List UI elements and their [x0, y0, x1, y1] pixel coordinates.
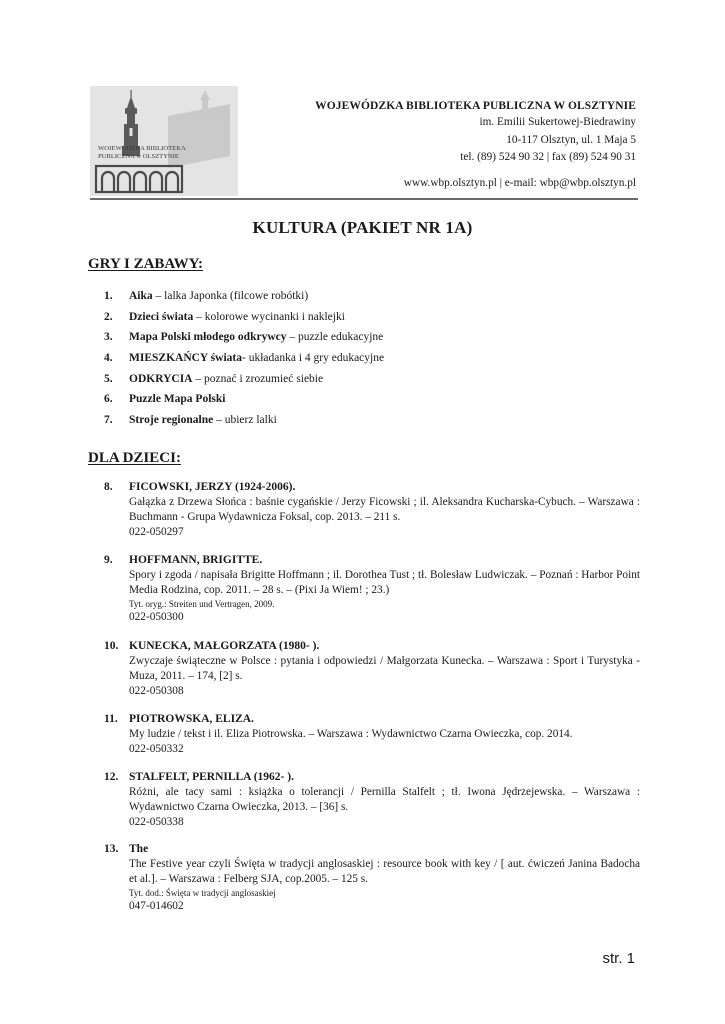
section-heading-games: GRY I ZABAWY:: [88, 256, 204, 272]
bibliography-list: [104, 480, 640, 914]
library-logo: [90, 86, 238, 196]
institution-address: 10-117 Olsztyn, ul. 1 Maja 5: [506, 133, 636, 146]
item-number: 4.: [104, 352, 113, 365]
item-number: 1.: [104, 290, 113, 302]
item-title: Mapa Polski młodego odkrywcy: [129, 331, 287, 344]
entry-author: KUNECKA, MAŁGORZATA (1980- ).: [129, 640, 320, 652]
item-title: MIESZKAŃCY świata: [129, 352, 242, 365]
item-description: – ubierz lalki: [213, 414, 277, 427]
entry-call-number: 022-050332: [129, 743, 184, 755]
svg-text:PUBLICZNA w OLSZTYNIE: PUBLICZNA w OLSZTYNIE: [98, 153, 179, 160]
bibliography-entry: [104, 712, 640, 757]
entry-number: 13.: [104, 843, 119, 855]
entry-description: Gałązka z Drzewa Słońca : baśnie cygańskie / Jerzy Ficowski ; il. Aleksandra Kucharska-Cybuch. – Warszawa : Buchmann - Grupa Wydawnicza Foksal, cop. 2013. – 211 s.: [129, 496, 640, 523]
entry-author: PIOTROWSKA, ELIZA.: [129, 713, 254, 725]
item-number: 3.: [104, 331, 113, 344]
institution-info: [315, 98, 636, 190]
item-number: 5.: [104, 372, 113, 385]
entry-description: Zwyczaje świąteczne w Polsce : pytania i odpowiedzi / Małgorzata Kunecka. – Warszawa : Sport i Turystyka - Muza, 2011. – 174, [2] s.: [129, 655, 640, 682]
library-building-icon: [90, 86, 238, 196]
entry-number: 9.: [104, 554, 113, 566]
entry-call-number: 022-050300: [129, 611, 184, 623]
entry-call-number: 022-050308: [129, 685, 184, 697]
item-number: 2.: [104, 310, 113, 323]
item-description: – puzzle edukacyjne: [286, 331, 384, 344]
list-item: [104, 352, 384, 373]
section-heading-kids: DLA DZIECI:: [88, 450, 181, 466]
entry-author: STALFELT, PERNILLA (1962- ).: [129, 771, 294, 783]
item-number: 7.: [104, 414, 113, 427]
entry-call-number: 022-050338: [129, 816, 184, 828]
page-number: str. 1: [602, 950, 635, 967]
entry-description: Spory i zgoda / napisała Brigitte Hoffmann ; il. Dorothea Tust ; tł. Bolesław Ludwiczak. – Poznań : Harbor Point Media Rodzina, cop. 2011. – 28 s. – (Pixi Ja Wiem! ; 23.): [129, 569, 640, 596]
letterhead: [90, 84, 638, 198]
entry-note: Tyt. dod.: Święta w tradycji anglosaskiej: [129, 888, 276, 898]
list-item: [104, 331, 384, 352]
item-description: – kolorowe wycinanki i naklejki: [193, 310, 345, 323]
entry-author: The: [129, 843, 149, 855]
institution-name: WOJEWÓDZKA BIBLIOTEKA PUBLICZNA W OLSZTYNIE: [315, 100, 636, 112]
entry-description: The Festive year czyli Święta w tradycji anglosaskiej : resource book with key / [ aut. ćwiczeń Janina Badocha et al.]. – Warszawa : Felberg SJA, cop.2005. – 125 s.: [129, 858, 640, 885]
entry-author: HOFFMANN, BRIGITTE.: [129, 554, 263, 566]
bibliography-entry: [104, 480, 640, 540]
item-description: – lalka Japonka (filcowe robótki): [152, 290, 309, 302]
item-title: Aika: [129, 290, 153, 302]
list-item: [104, 311, 384, 332]
games-list: [104, 290, 384, 435]
svg-text:WOJEWÓDZKA BIBLIOTEKA: WOJEWÓDZKA BIBLIOTEKA: [98, 145, 186, 152]
item-title: Stroje regionalne: [129, 414, 214, 427]
entry-description: Różni, ale tacy sami : książka o tolerancji / Pernilla Stalfelt ; tł. Iwona Jędrzejewska. – Warszawa : Wydawnictwo Czarna Owieczka, 2013. – [36] s.: [129, 786, 640, 813]
bibliography-entry: [104, 770, 640, 830]
list-item: [104, 373, 384, 394]
header-divider: [90, 198, 638, 200]
entry-number: 12.: [104, 771, 119, 783]
entry-call-number: 047-014602: [129, 900, 184, 912]
entry-number: 10.: [104, 640, 119, 652]
document-title: KULTURA (PAKIET NR 1A): [252, 218, 473, 237]
item-title: ODKRYCIA: [129, 372, 193, 385]
item-number: 6.: [104, 393, 113, 406]
institution-patron: im. Emilii Sukertowej-Biedrawiny: [479, 116, 636, 128]
list-item: [104, 290, 384, 311]
entry-number: 11.: [104, 713, 118, 725]
entry-author: FICOWSKI, JERZY (1924-2006).: [129, 481, 296, 493]
entry-note: Tyt. oryg.: Streiten und Vertragen, 2009.: [129, 599, 275, 609]
bibliography-entry: [104, 639, 640, 699]
entry-description: My ludzie / tekst i il. Eliza Piotrowska. – Warszawa : Wydawnictwo Czarna Owieczka, cop. 2014.: [129, 728, 573, 740]
institution-phone: tel. (89) 524 90 32 | fax (89) 524 90 31: [460, 151, 636, 163]
item-title: Dzieci świata: [129, 310, 194, 323]
item-description: – poznać i zrozumieć siebie: [192, 372, 324, 385]
institution-web[interactable]: www.wbp.olsztyn.pl | e-mail: wbp@wbp.olsztyn.pl: [403, 176, 636, 189]
bibliography-entry: [104, 553, 640, 625]
list-item: [104, 414, 384, 435]
entry-number: 8.: [104, 481, 113, 493]
item-description: - układanka i 4 gry edukacyjne: [241, 352, 385, 365]
list-item: [104, 393, 384, 414]
item-title: Puzzle Mapa Polski: [129, 393, 226, 406]
bibliography-entry: [104, 842, 640, 914]
entry-call-number: 022-050297: [129, 526, 184, 538]
